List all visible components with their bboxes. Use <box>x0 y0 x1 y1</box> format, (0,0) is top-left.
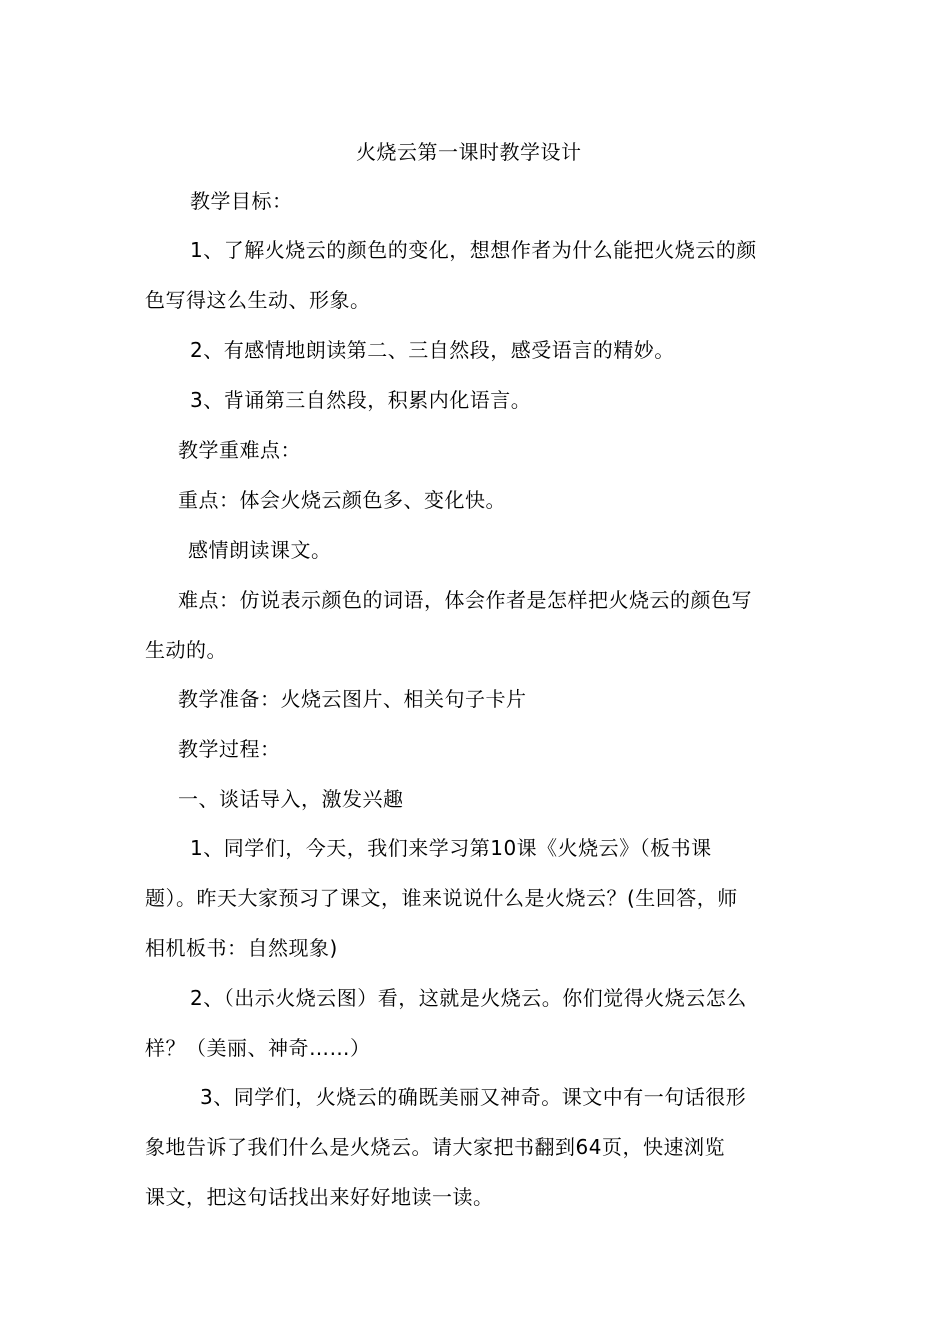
paragraph-line: 3、同学们，火烧云的确既美丽又神奇。课文中有一句话很形 <box>200 1085 747 1109</box>
paragraph-line: 教学准备：火烧云图片、相关句子卡片 <box>178 687 527 711</box>
paragraph-line: 样？（美丽、神奇……） <box>145 1036 371 1060</box>
paragraph-line: 相机板书：自然现象) <box>145 936 338 960</box>
paragraph-line: 难点：仿说表示颜色的词语，体会作者是怎样把火烧云的颜色写 <box>178 588 752 612</box>
paragraph-line: 象地告诉了我们什么是火烧云。请大家把书翻到64页，快速浏览 <box>145 1135 725 1159</box>
paragraph-line: 3、背诵第三自然段，积累内化语言。 <box>190 388 532 412</box>
document-title: 火烧云第一课时教学设计 <box>356 140 582 164</box>
paragraph-line: 教学目标： <box>190 189 293 213</box>
paragraph-line: 一、谈话导入，激发兴趣 <box>178 787 404 811</box>
paragraph-line: 生动的。 <box>145 638 227 662</box>
paragraph-line: 感情朗读课文。 <box>188 538 332 562</box>
paragraph-line: 教学重难点： <box>178 438 301 462</box>
paragraph-line: 重点：体会火烧云颜色多、变化快。 <box>178 488 506 512</box>
paragraph-line: 1、了解火烧云的颜色的变化，想想作者为什么能把火烧云的颜 <box>190 238 757 262</box>
paragraph-line: 色写得这么生动、形象。 <box>145 288 371 312</box>
paragraph-line: 教学过程： <box>178 737 281 761</box>
paragraph-line: 题）。昨天大家预习了课文，谁来说说什么是火烧云？(生回答，师 <box>145 886 738 910</box>
paragraph-line: 课文，把这句话找出来好好地读一读。 <box>145 1185 494 1209</box>
paragraph-line: 2、（出示火烧云图）看，这就是火烧云。你们觉得火烧云怎么 <box>190 986 747 1010</box>
paragraph-line: 1、同学们，今天，我们来学习第10课《火烧云》（板书课 <box>190 836 712 860</box>
paragraph-line: 2、有感情地朗读第二、三自然段，感受语言的精妙。 <box>190 338 675 362</box>
